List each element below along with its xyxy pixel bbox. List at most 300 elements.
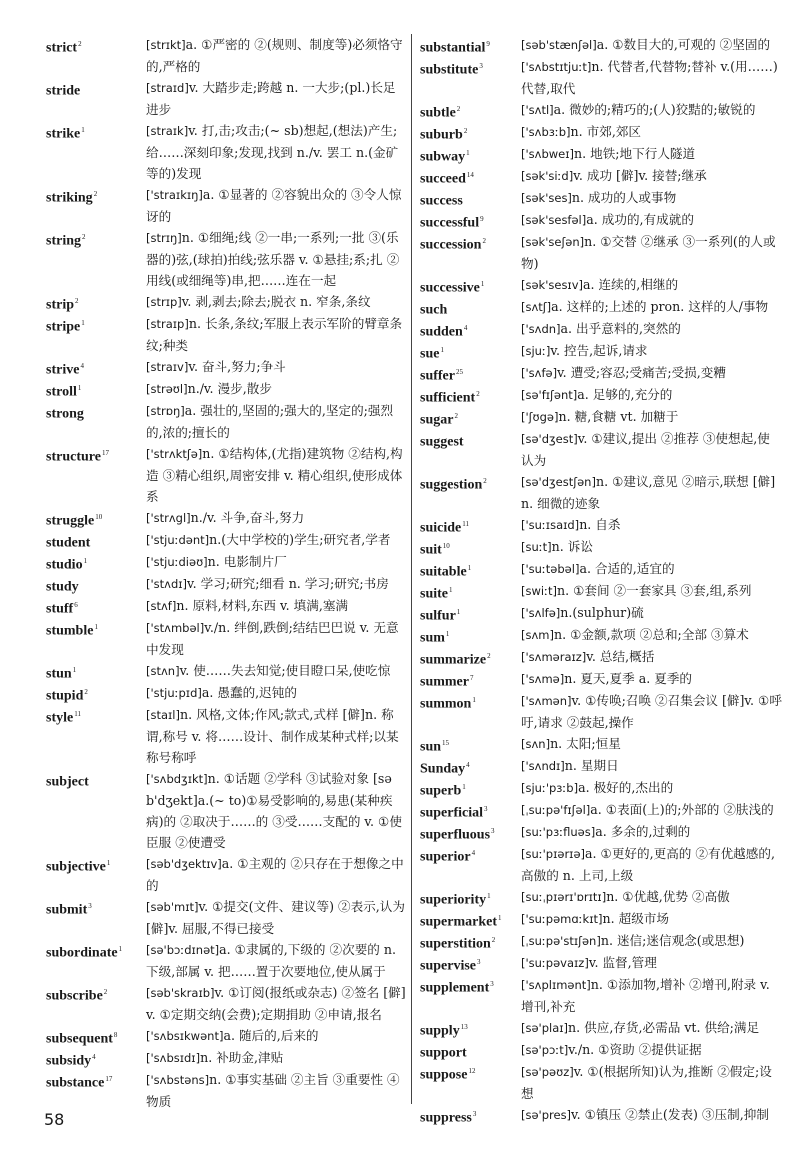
entry-body <box>521 974 782 1017</box>
definition: n./v. 斗争,奋斗,努力 <box>190 510 305 525</box>
headword <box>420 602 460 627</box>
headword-text: stupid <box>46 688 84 704</box>
dictionary-entry <box>420 624 782 646</box>
dictionary-entry <box>420 165 782 187</box>
entry-body <box>521 777 782 799</box>
headword-text: stripe <box>46 319 81 335</box>
headword-text: sudden <box>420 324 463 340</box>
entry-body <box>521 165 782 187</box>
frequency-count: 3 <box>88 902 92 910</box>
phonetic: ['sʌbɜːb] <box>521 125 571 139</box>
phonetic: [straɪd] <box>146 81 189 95</box>
entry-body <box>521 209 782 231</box>
phonetic: ['stjuːdiəʊ] <box>146 555 208 569</box>
dictionary-entry <box>420 318 782 340</box>
phonetic: [straɪk] <box>146 124 189 138</box>
dictionary-entry <box>420 406 782 428</box>
entry-body <box>521 952 782 974</box>
headword-text: subject <box>46 774 89 790</box>
frequency-count: 8 <box>113 1031 118 1039</box>
headword-text: superficial <box>420 805 483 821</box>
entry-body <box>521 908 782 930</box>
definition: n. 代替者,代替物;替补 v.(用……)代替,取代 <box>521 59 778 96</box>
phonetic: [sə'dʒestʃən] <box>521 475 596 489</box>
headword-text: summarize <box>420 652 487 668</box>
headword-text: superb <box>420 783 462 799</box>
headword <box>420 296 448 321</box>
frequency-count: 3 <box>472 1110 477 1118</box>
frequency-count: 2 <box>491 936 496 944</box>
headword-text: supplement <box>420 980 490 996</box>
headword-text: succession <box>420 237 482 253</box>
headword <box>420 843 475 868</box>
entry-body <box>521 34 782 56</box>
frequency-count: 2 <box>483 477 487 485</box>
frequency-count: 1 <box>456 608 461 616</box>
headword <box>420 471 487 496</box>
headword-text: such <box>420 302 448 318</box>
headword-text: strip <box>46 297 74 313</box>
headword <box>420 34 490 59</box>
definition: a. ①更好的,更高的 ②有优越感的,高傲的 n. 上司,上级 <box>521 846 775 883</box>
entry-body <box>146 291 406 313</box>
headword <box>420 624 449 649</box>
headword <box>420 143 470 168</box>
frequency-count: 25 <box>456 368 463 376</box>
entry-body <box>521 56 782 99</box>
phonetic: [sək'sesfəl] <box>521 213 587 227</box>
headword <box>420 952 481 977</box>
phonetic: ['stjuːpɪd] <box>146 686 202 700</box>
headword-text: success <box>420 193 463 209</box>
headword-text: suit <box>420 542 442 558</box>
phonetic: [sʌn] <box>521 737 551 751</box>
entry-body <box>521 602 782 624</box>
entry-body <box>146 939 406 982</box>
definition: n. ①细绳;线 ②一串;一系列;一批 ③(乐器的)弦,(球拍)拍线;弦乐器 v. ①悬挂;系;扎 ②用线(或细绳等)串,把……连在一起 <box>146 230 400 288</box>
entry-body <box>521 406 782 428</box>
phonetic: [ˌsuːpə'stɪʃən] <box>521 934 601 948</box>
headword <box>420 886 491 911</box>
frequency-count: 2 <box>103 988 108 996</box>
frequency-count: 2 <box>463 127 468 135</box>
definition: n. 诉讼 <box>551 539 593 554</box>
frequency-count: 7 <box>470 674 474 682</box>
definition: n. ①添加物,增补 ②增刊,附录 v. 增刊,补充 <box>521 977 770 1014</box>
entry-body <box>146 982 406 1025</box>
entry-body <box>521 690 782 733</box>
entry-body <box>521 143 782 165</box>
definition: v. ①提交(文件、建议等) ②表示,认为 [僻]v. 屈服,不得已接受 <box>146 899 405 936</box>
frequency-count: 2 <box>456 105 461 113</box>
dictionary-entry <box>420 646 782 668</box>
entry-body <box>521 886 782 908</box>
definition: v. 成功 [僻]v. 接替;继承 <box>573 168 707 183</box>
phonetic: ['suːɪsaɪd] <box>521 518 580 532</box>
headword <box>46 77 81 102</box>
entry-body <box>521 1017 782 1039</box>
frequency-count: 3 <box>490 980 494 988</box>
headword-text: strike <box>46 126 81 142</box>
phonetic: [sək'ses] <box>521 191 572 205</box>
dictionary-entry <box>420 471 782 514</box>
entry-body <box>146 378 406 400</box>
definition: n. ①交替 ②继承 ③一系列(的人或物) <box>521 234 776 271</box>
dictionary-entry <box>420 668 782 690</box>
definition: v. 学习;研究;细看 n. 学习;研究;书房 <box>187 576 389 591</box>
entry-body <box>146 507 406 529</box>
headword-text: supermarket <box>420 914 497 930</box>
headword-text: successful <box>420 215 480 231</box>
headword <box>46 291 79 316</box>
headword <box>46 682 88 707</box>
definition: v. 总结,概括 <box>586 649 655 664</box>
headword <box>420 274 484 299</box>
entry-body <box>146 853 406 896</box>
frequency-count: 2 <box>93 190 98 198</box>
definition: n. ①建议,意见 ②暗示,联想 [僻]n. 细微的迹象 <box>521 474 776 511</box>
headword <box>420 908 502 933</box>
headword <box>46 227 86 252</box>
definition: v. 打,击;攻击;(~ sb)想起,(想法)产生;给……深刻印象;发现,找到 n./v. 罢工 n.(金矿等的)发现 <box>146 123 399 181</box>
headword <box>420 1061 475 1086</box>
entry-body <box>521 799 782 821</box>
dictionary-entry <box>420 558 782 580</box>
headword <box>420 187 464 212</box>
phonetic: [straɪp] <box>146 317 189 331</box>
headword <box>46 617 98 642</box>
frequency-count: 2 <box>487 652 491 660</box>
frequency-count: 1 <box>462 783 466 791</box>
headword <box>420 930 495 955</box>
definition: v. ①建议,提出 ②推荐 ③使想起,使认为 <box>521 431 770 468</box>
definition: a. 微妙的;精巧的;(人)狡黠的;敏锐的 <box>553 102 756 117</box>
entry-body <box>521 733 782 755</box>
frequency-count: 2 <box>75 297 79 305</box>
dictionary-entry <box>420 231 782 274</box>
dictionary-entry <box>46 660 406 682</box>
headword <box>420 536 450 561</box>
frequency-count: 11 <box>74 710 81 718</box>
headword <box>420 646 491 671</box>
dictionary-entry <box>420 799 782 821</box>
headword-text: suffer <box>420 368 455 384</box>
dictionary-entry <box>420 121 782 143</box>
frequency-count: 4 <box>463 324 468 332</box>
entry-body <box>146 227 406 291</box>
definition: v. ①订阅(报纸或杂志) ②签名 [僻]v. ①定期交纳(会费);定期捐助 ②申请,报名 <box>146 985 406 1022</box>
entry-body <box>146 551 406 573</box>
dictionary-entry <box>420 34 782 56</box>
phonetic: ['stʌmbəl] <box>146 621 205 635</box>
entry-body <box>521 646 782 668</box>
entry-body <box>146 120 406 184</box>
definition: n. 地铁;地下行人隧道 <box>574 146 696 161</box>
headword <box>46 595 78 620</box>
phonetic: ['ʃʊgə] <box>521 410 559 424</box>
frequency-count: 1 <box>487 892 491 900</box>
definition: a. 成功的,有成就的 <box>586 212 694 227</box>
dictionary-entry <box>420 1017 782 1039</box>
phonetic: [sə'plaɪ] <box>521 1021 569 1035</box>
definition: n. 糖,食糖 vt. 加糖于 <box>558 409 679 424</box>
headword-text: stun <box>46 666 72 682</box>
definition: n. ①事实基础 ②主旨 ③重要性 ④物质 <box>146 1072 400 1109</box>
dictionary-entry <box>420 187 782 209</box>
entry-body <box>521 362 782 384</box>
headword <box>46 1069 112 1094</box>
dictionary-entry <box>46 617 406 660</box>
phonetic: [sə'dʒest] <box>521 432 578 446</box>
definition: n. 迷信;迷信观念(或思想) <box>600 933 745 948</box>
headword <box>420 755 470 780</box>
headword-text: strong <box>46 406 84 422</box>
definition: a. 随后的,后来的 <box>223 1028 319 1043</box>
dictionary-entry <box>46 529 406 551</box>
phonetic: [ˌsuːpə'fɪʃəl] <box>521 803 591 817</box>
dictionary-entry <box>420 340 782 362</box>
headword <box>46 400 85 425</box>
phonetic: [sʌtʃ] <box>521 300 552 314</box>
headword <box>46 768 90 793</box>
phonetic: ['suːtəbəl] <box>521 562 580 576</box>
frequency-count: 4 <box>466 761 470 769</box>
headword <box>420 799 488 824</box>
headword <box>46 1047 96 1072</box>
headword <box>46 529 91 554</box>
phonetic: [suː'pɜːfluəs] <box>521 825 596 839</box>
dictionary-entry <box>420 1039 782 1061</box>
entry-body <box>521 1039 782 1061</box>
dictionary-entry <box>46 939 406 982</box>
definition: a. ①严密的 ②(规则、制度等)必须恪守的,严格的 <box>146 37 403 74</box>
headword <box>420 580 453 605</box>
frequency-count: 1 <box>466 149 470 157</box>
headword-text: sue <box>420 346 440 362</box>
phonetic: ['sʌbsɪdɪ] <box>146 1051 201 1065</box>
entry-body <box>146 313 406 356</box>
phonetic: ['suːpəvaɪz] <box>521 956 589 970</box>
page-number: 58 <box>44 1110 65 1129</box>
entry-body <box>521 318 782 340</box>
dictionary-entry <box>46 551 406 573</box>
entry-body <box>521 99 782 121</box>
phonetic: ['sʌplɪmənt] <box>521 978 591 992</box>
entry-body <box>521 121 782 143</box>
definition: n. 供应,存货,必需品 vt. 供给;满足 <box>568 1020 760 1035</box>
definition: a. 极好的,杰出的 <box>578 780 674 795</box>
dictionary-entry <box>420 56 782 99</box>
dictionary-entry <box>46 573 406 595</box>
entry-body <box>521 843 782 886</box>
frequency-count: 3 <box>479 62 483 70</box>
definition: n. ①优越,优势 ②高傲 <box>606 889 730 904</box>
definition: a. 多余的,过剩的 <box>595 824 691 839</box>
definition: a. ①表面(上)的;外部的 ②肤浅的 <box>590 802 774 817</box>
phonetic: [sjuː'pɜːb] <box>521 781 579 795</box>
headword <box>420 558 471 583</box>
entry-body <box>146 34 406 77</box>
frequency-count: 2 <box>78 40 82 48</box>
headword-text: subtle <box>420 105 456 121</box>
headword-text: sulfur <box>420 608 456 624</box>
headword-text: suite <box>420 586 448 602</box>
headword-text: style <box>46 710 74 726</box>
headword-text: stroll <box>46 384 77 400</box>
entry-body <box>146 617 406 660</box>
frequency-count: 1 <box>81 319 85 327</box>
headword <box>420 1017 468 1042</box>
frequency-count: 1 <box>81 126 85 134</box>
dictionary-entry <box>46 291 406 313</box>
dictionary-entry <box>46 400 406 443</box>
entry-body <box>146 573 406 595</box>
definition: v. 大踏步走;跨越 n. 一大步;(pl.)长足进步 <box>146 80 396 117</box>
headword <box>46 853 110 878</box>
dictionary-entry <box>420 952 782 974</box>
entry-body <box>521 231 782 274</box>
headword-text: succeed <box>420 171 466 187</box>
headword-text: subsidy <box>46 1053 92 1069</box>
definition: n. 自杀 <box>579 517 621 532</box>
dictionary-entry <box>46 1069 406 1112</box>
definition: a. 强壮的,坚固的;强大的,坚定的;强烈的,浓的;擅长的 <box>146 403 394 440</box>
definition: n. 风格,文体;作风;款式,式样 [僻]n. 称谓,称号 v. 将……设计、制作成某种式样;以某称号称呼 <box>146 707 399 765</box>
headword <box>420 733 449 758</box>
definition: n. 夏天,夏季 a. 夏季的 <box>564 671 693 686</box>
headword <box>46 356 84 381</box>
headword-text: strive <box>46 362 80 378</box>
headword-text: substantial <box>420 40 486 56</box>
headword-text: substitute <box>420 62 479 78</box>
headword-text: stumble <box>46 623 94 639</box>
headword-text: subordinate <box>46 945 118 961</box>
headword <box>420 428 465 453</box>
frequency-count: 10 <box>442 542 450 550</box>
dictionary-entry <box>420 274 782 296</box>
phonetic: [sə'pəʊz] <box>521 1065 574 1079</box>
frequency-count: 3 <box>484 805 488 813</box>
frequency-count: 1 <box>106 859 111 867</box>
headword-text: submit <box>46 902 88 918</box>
frequency-count: 1 <box>498 914 502 922</box>
headword-text: substance <box>46 1075 105 1091</box>
definition: v. 遭受;容忍;受痛苦;受损,变糟 <box>557 365 726 380</box>
headword <box>420 1039 468 1064</box>
dictionary-entry <box>420 580 782 602</box>
entry-body <box>521 384 782 406</box>
frequency-count: 1 <box>440 346 444 354</box>
dictionary-entry <box>420 209 782 231</box>
phonetic: ['sʌbstɪtjuːt] <box>521 60 592 74</box>
frequency-count: 17 <box>105 1075 113 1083</box>
phonetic: ['sʌbdʒɪkt] <box>146 772 208 786</box>
headword-text: summon <box>420 696 472 712</box>
dictionary-entry <box>420 1061 782 1104</box>
frequency-count: 15 <box>442 739 450 747</box>
dictionary-entry <box>420 602 782 624</box>
dictionary-entry <box>46 853 406 896</box>
definition: v. 剥,剥去;除去;脱衣 n. 窄条,条纹 <box>181 294 371 309</box>
definition: n./v. 漫步,散步 <box>187 381 272 396</box>
frequency-count: 12 <box>468 1067 476 1075</box>
frequency-count: 9 <box>486 40 490 48</box>
dictionary-entry <box>420 514 782 536</box>
dictionary-entry <box>46 682 406 704</box>
entry-body <box>521 668 782 690</box>
phonetic: ['sʌlfə] <box>521 606 561 620</box>
entry-body <box>521 558 782 580</box>
phonetic: [sək'seʃən] <box>521 235 585 249</box>
headword-text: structure <box>46 449 101 465</box>
definition: v. ①镇压 ②禁止(发表) ③压制,抑制 <box>571 1107 769 1122</box>
phonetic: ['stjuːdənt] <box>146 533 210 547</box>
headword <box>46 704 81 729</box>
entry-body <box>521 187 782 209</box>
headword <box>46 443 109 468</box>
headword-text: student <box>46 535 91 551</box>
definition: a. ①主观的 ②只存在于想像之中的 <box>146 856 404 893</box>
definition: n. 电影制片厂 <box>207 554 287 569</box>
dictionary-entry <box>420 690 782 733</box>
entry-body <box>146 77 406 120</box>
headword-text: subscribe <box>46 988 103 1004</box>
headword-text: sugar <box>420 412 454 428</box>
frequency-count: 2 <box>476 390 480 398</box>
phonetic: [straɪv] <box>146 360 189 374</box>
headword <box>46 378 81 403</box>
definition: n. 原料,材料,东西 v. 填满,塞满 <box>176 598 349 613</box>
dictionary-entry <box>420 384 782 406</box>
dictionary-entry <box>420 536 782 558</box>
headword <box>420 690 476 715</box>
definition: n. ①话题 ②学科 ③试验对象 [səb'dʒekt]a.(~ to)①易受影响的,易患(某种疾病)的 ②取决于……的 ③受……支配的 v. ①使臣服 ②使遭受 <box>146 771 402 850</box>
dictionary-entry <box>46 227 406 291</box>
dictionary-entry <box>420 362 782 384</box>
headword-text: suppose <box>420 1067 468 1083</box>
dictionary-entry <box>46 507 406 529</box>
dictionary-entry <box>46 896 406 939</box>
definition: v./n. ①资助 ②提供证据 <box>568 1042 702 1057</box>
headword <box>420 318 467 343</box>
frequency-count: 2 <box>84 688 88 696</box>
phonetic: [strɪp] <box>146 295 182 309</box>
phonetic: [swiːt] <box>521 584 557 598</box>
phonetic: [suːˌpɪərɪ'ɒrɪtɪ] <box>521 890 607 904</box>
frequency-count: 1 <box>467 564 472 572</box>
phonetic: ['stʌdɪ] <box>146 577 188 591</box>
definition: a. 连续的,相继的 <box>583 277 679 292</box>
dictionary-entry <box>46 768 406 853</box>
dictionary-entry <box>46 356 406 378</box>
dictionary-entry <box>46 1047 406 1069</box>
definition: a. 足够的,充分的 <box>577 387 673 402</box>
dictionary-entry <box>46 704 406 768</box>
frequency-count: 1 <box>118 945 123 953</box>
dictionary-entry <box>420 755 782 777</box>
frequency-count: 1 <box>83 557 88 565</box>
phonetic: ['sʌdn] <box>521 322 561 336</box>
phonetic: [stʌn] <box>146 664 180 678</box>
dictionary-entry <box>46 184 406 227</box>
phonetic: [sək'siːd] <box>521 169 574 183</box>
entry-body <box>146 1025 406 1047</box>
frequency-count: 1 <box>480 280 485 288</box>
definition: v./n. 绊倒,跌倒;结结巴巴说 v. 无意中发现 <box>146 620 399 657</box>
frequency-count: 1 <box>449 586 453 594</box>
phonetic: ['sʌbweɪ] <box>521 147 574 161</box>
headword <box>46 660 76 685</box>
